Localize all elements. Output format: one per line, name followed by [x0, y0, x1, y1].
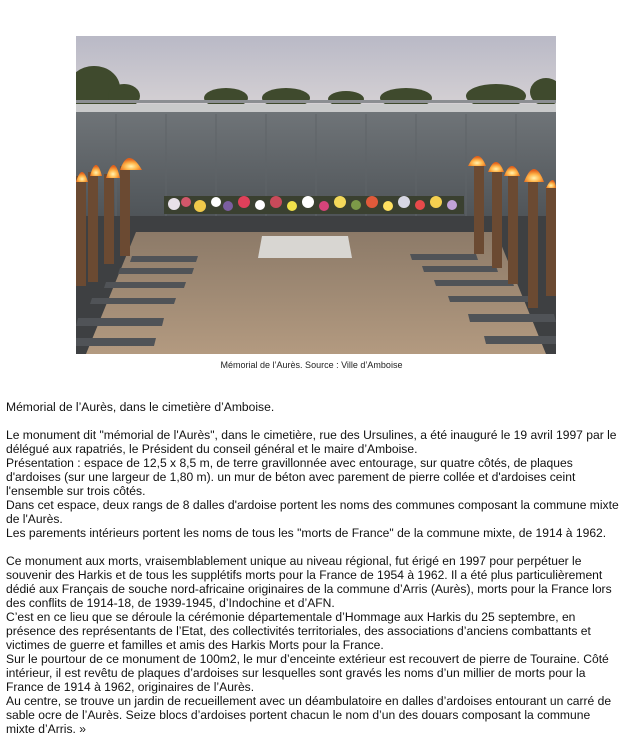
paragraph-inauguration: Le monument dit "mémorial de l'Aurès", dans le cimetière, rue des Ursulines, a été inauguré le 19 avril 1997 par le délégué aux rapatriés, le Président du conseil général et le maire d’Amboise. — [6, 428, 617, 456]
memorial-photo — [76, 36, 556, 354]
paragraph-garden: Au centre, se trouve un jardin de recueillement avec un déambulatoire en dalles d’ardoises entourant un carré de sable ocre de l’Aurès. Seize blocs d’ardoises portent chacun le nom d’un des douars composant la commune mixte d’Arris. » — [6, 694, 612, 736]
paragraph-ceremony: C’est en ce lieu que se déroule la cérémonie départementale d’Hommage aux Harkis du 25 septembre, en présence des représentants de l’Etat, des collectivités territoriales, des associations d’anciens combattants et victimes de guerre et familles et amis des Harkis Morts pour la France. — [6, 610, 591, 652]
paragraph-walls: Les parements intérieurs portent les noms de tous les "morts de France" de la commune mixte, de 1914 à 1962. — [6, 526, 607, 540]
paragraph-enclosure: Sur le pourtour de ce monument de 100m2, le mur d’enceinte extérieur est recouvert de pierre de Touraine. Côté intérieur, il est revêtu de plaques d’ardoises sur lesquelles sont gravés les noms d’un millier de morts pour la France de 1914 à 1962, originaires de l’Aurès. — [6, 652, 609, 694]
photo-caption: Mémorial de l’Aurès. Source : Ville d’Amboise — [220, 360, 403, 370]
paragraph-slabs: Dans cet espace, deux rangs de 8 dalles d'ardoise portent les noms des communes composant la commune mixte de l'Aurès. — [6, 498, 619, 526]
paragraph-history: Ce monument aux morts, vraisemblablement unique au niveau régional, fut érigé en 1997 pour perpétuer le souvenir des Harkis et de tous les supplétifs morts pour la France de 1954 à 1962. Il a été plus particulièrement dédié aux Français de souche nord-africaine originaires de la commune d’Arris (Aurès), morts pour la France lors des conflits de 1914-18, de 1939-1945, d’Indochine et d’AFN. — [6, 554, 612, 610]
intro-line: Mémorial de l’Aurès, dans le cimetière d’Amboise. — [6, 400, 275, 414]
article-body — [6, 400, 621, 736]
paragraph-presentation: Présentation : espace de 12,5 x 8,5 m, de terre gravillonnée avec entourage, sur quatre côtés, de plaques d'ardoises (sur une largeur de 1,80 m). un mur de béton avec parement de pierre collée et d'ardoises ceint l'ensemble sur trois côtés. — [6, 456, 576, 498]
